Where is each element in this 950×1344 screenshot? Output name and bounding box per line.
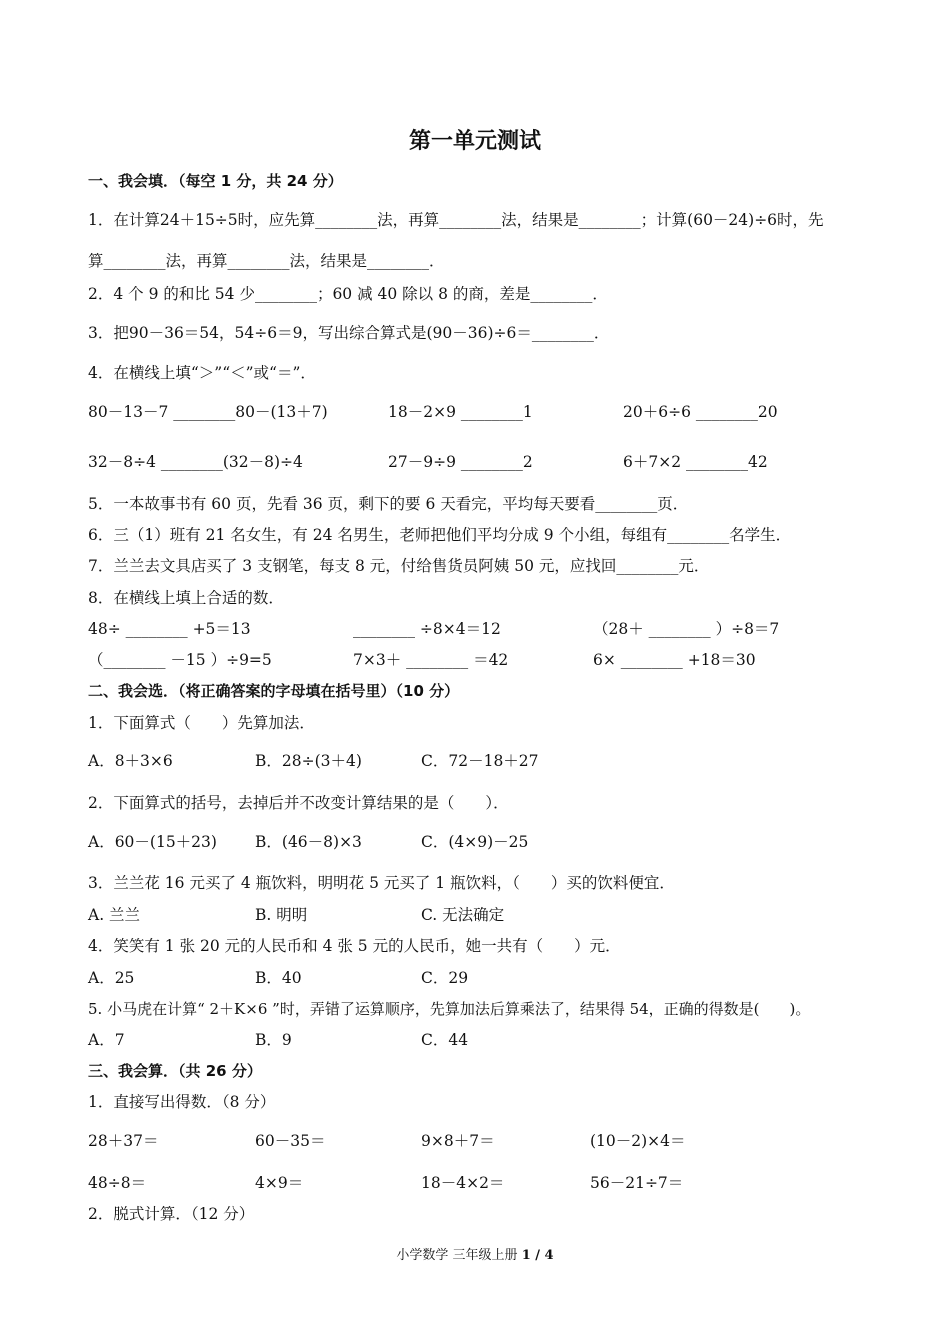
choice-option: C. 无法确定 [421, 906, 505, 924]
calc-item: (10－2)×4＝ [590, 1132, 686, 1150]
question-1-line-2: 算________法，再算________法，结果是________． [88, 252, 445, 270]
calc-item: 9×8＋7＝ [421, 1132, 495, 1150]
choice-question-2: 2．下面算式的括号，去掉后并不改变计算结果的是（ ）． [88, 794, 509, 812]
question-4: 4．在横线上填“＞”“＜”或“＝”． [88, 364, 316, 382]
choice-option: B．40 [255, 969, 302, 987]
choice-option: A．7 [88, 1031, 125, 1049]
question-5: 5．一本故事书有 60 页，先看 36 页，剩下的要 6 天看完，平均每天要看________页． [88, 495, 689, 513]
choice-option: C．29 [421, 969, 469, 987]
choice-option: A．8＋3×6 [88, 752, 173, 770]
section-1-heading: 一、我会填．（每空 1 分，共 24 分） [88, 172, 343, 190]
choice-option: A．25 [88, 969, 135, 987]
calc-item: 28＋37＝ [88, 1132, 159, 1150]
fill-item: 48÷ ________ +5＝13 [88, 620, 251, 638]
fill-item: （________ －15 ）÷9=5 [88, 651, 272, 669]
choice-option: C．72－18＋27 [421, 752, 539, 770]
choice-option: C．(4×9)－25 [421, 833, 529, 851]
calc-item: 18－4×2＝ [421, 1174, 505, 1192]
question-6: 6．三（1）班有 21 名女生，有 24 名男生，老师把他们平均分成 9 个小组，每组有________名学生． [88, 526, 792, 544]
choice-option: B．9 [255, 1031, 292, 1049]
choice-question-5: 5. 小马虎在计算“ 2＋K×6 ”时，弄错了运算顺序，先算加法后算乘法了，结果得 54，正确的得数是( )。 [88, 1000, 811, 1018]
fill-item: ________ ÷8×4＝12 [353, 620, 501, 638]
calc-item: 60－35＝ [255, 1132, 326, 1150]
choice-question-4: 4．笑笑有 1 张 20 元的人民币和 4 张 5 元的人民币，她一共有（ ）元． [88, 937, 621, 955]
compare-item: 20＋6÷6 ________20 [623, 403, 778, 421]
choice-question-1: 1．下面算式（ ）先算加法． [88, 714, 315, 732]
choice-question-3: 3．兰兰花 16 元买了 4 瓶饮料，明明花 5 元买了 1 瓶饮料，（ ）买的饮料便宜． [88, 874, 675, 892]
calc-item: 4×9＝ [255, 1174, 304, 1192]
calc-item: 56－21÷7＝ [590, 1174, 684, 1192]
fill-item: （28＋ ________ ）÷8＝7 [593, 620, 780, 638]
compare-item: 27－9÷9 ________2 [388, 453, 533, 471]
choice-option: C．44 [421, 1031, 469, 1049]
choice-option: A. 兰兰 [88, 906, 141, 924]
question-7: 7．兰兰去文具店买了 3 支钢笔，每支 8 元，付给售货员阿姨 50 元，应找回________元． [88, 557, 710, 575]
compare-item: 6＋7×2 ________42 [623, 453, 768, 471]
section-3-heading: 三、我会算．（共 26 分） [88, 1062, 262, 1080]
choice-option: B. 明明 [255, 906, 308, 924]
calc-item: 48÷8＝ [88, 1174, 147, 1192]
page-number: 1 / 4 [521, 1248, 554, 1263]
question-8: 8．在横线上填上合适的数． [88, 589, 284, 607]
page-title: 第一单元测试 [408, 129, 541, 154]
fill-item: 6× ________ +18＝30 [593, 651, 756, 669]
compare-item: 18－2×9 ________1 [388, 403, 533, 421]
calc-question-1: 1．直接写出得数．（8 分） [88, 1093, 276, 1111]
choice-option: A．60－(15＋23) [88, 833, 217, 851]
footer-label: 小学数学 三年级上册 [396, 1248, 518, 1263]
question-1-line-1: 1．在计算24＋15÷5时，应先算________法，再算________法，结果是________；计算(60－24)÷6时，先 [88, 211, 824, 229]
choice-option: B．(46－8)×3 [255, 833, 362, 851]
calc-question-2: 2．脱式计算．（12 分） [88, 1205, 255, 1223]
question-2: 2．4 个 9 的和比 54 少________；60 减 40 除以 8 的商，差是________． [88, 285, 608, 303]
question-3: 3．把90－36＝54，54÷6＝9，写出综合算式是(90－36)÷6＝________． [88, 324, 610, 342]
fill-item: 7×3＋ ________ ＝42 [353, 651, 509, 669]
compare-item: 32－8÷4 ________(32－8)÷4 [88, 453, 303, 471]
compare-item: 80－13－7 ________80－(13＋7) [88, 403, 328, 421]
choice-option: B．28÷(3＋4) [255, 752, 362, 770]
page-footer [0, 1244, 950, 1263]
section-2-heading: 二、我会选．（将正确答案的字母填在括号里）（10 分） [88, 682, 460, 700]
